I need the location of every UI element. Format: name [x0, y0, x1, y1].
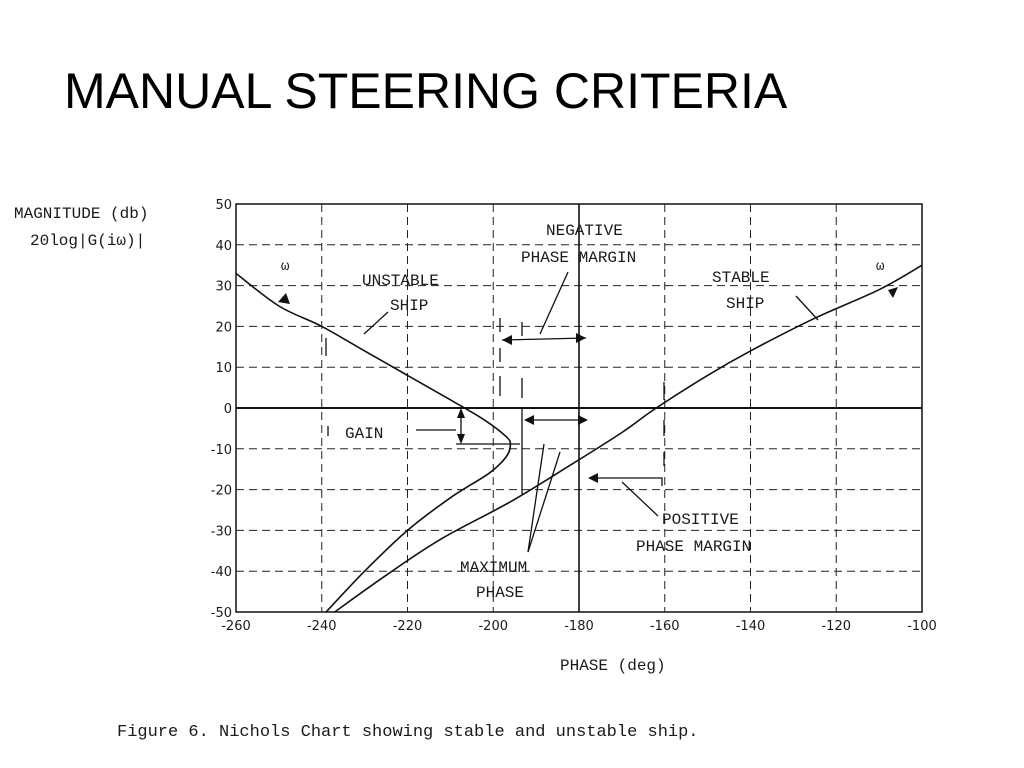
x-tick-label: -240 — [306, 619, 337, 634]
x-tick-label: -100 — [907, 619, 937, 634]
y-tick-label: 30 — [215, 279, 232, 295]
unstable-label-line1: UNSTABLE — [362, 272, 439, 290]
y-tick-label: -50 — [210, 606, 232, 621]
y-axis-label-line1: MAGNITUDE (db) — [14, 205, 149, 223]
y-tick-label: -20 — [210, 483, 232, 499]
unstable-leader-line — [364, 312, 388, 334]
maximum-phase-arrowhead-left — [524, 415, 534, 425]
slide-title: MANUAL STEERING CRITERIA — [64, 63, 788, 119]
maximum-phase-arrowhead-right — [578, 415, 588, 425]
y-tick-label: 0 — [223, 402, 232, 417]
gain-arrowhead-top — [457, 408, 465, 418]
omega-left-label: ω — [281, 259, 290, 275]
y-tick-label: 20 — [215, 320, 232, 336]
x-axis-label: PHASE (deg) — [560, 657, 666, 675]
y-tick-label: 50 — [215, 198, 232, 213]
y-axis-label-line2: 20log|G(iω)| — [30, 232, 146, 250]
x-tick-label: -180 — [564, 619, 594, 634]
stable-label-line1: STABLE — [712, 269, 770, 287]
maximum-phase-label-line2: PHASE — [476, 584, 525, 602]
negative-margin-leader-line — [540, 272, 568, 334]
gain-arrowhead-bottom — [457, 434, 465, 444]
x-tick-label: -160 — [649, 619, 680, 634]
stable-label-line2: SHIP — [726, 295, 765, 313]
negative-margin-label-line2: PHASE MARGIN — [521, 249, 637, 267]
negative-margin-arrow — [502, 338, 586, 340]
x-tick-label: -120 — [821, 619, 852, 634]
annotation-markings — [278, 272, 898, 552]
maximum-phase-leader-2 — [528, 452, 560, 552]
y-tick-label: -10 — [210, 442, 232, 458]
omega-right-label: ω — [876, 259, 885, 275]
negative-margin-label-line1: NEGATIVE — [546, 222, 623, 240]
positive-margin-arrowhead — [588, 473, 598, 483]
maximum-phase-leader-1 — [528, 444, 544, 552]
omega-arrowhead-left — [278, 293, 290, 304]
y-tick-label: 40 — [215, 238, 232, 254]
negative-margin-arrowhead-left — [502, 335, 512, 345]
x-tick-label: -220 — [392, 619, 423, 634]
unstable-label-line2: SHIP — [390, 297, 429, 315]
y-tick-label: 10 — [215, 361, 232, 377]
positive-margin-arrow — [590, 478, 662, 486]
maximum-phase-label-line1: MAXIMUM — [460, 559, 528, 577]
positive-margin-label-line2: PHASE MARGIN — [636, 538, 752, 556]
positive-margin-label-line1: POSITIVE — [662, 511, 739, 529]
x-tick-label: -260 — [221, 619, 251, 634]
stable-ship-curve — [335, 265, 922, 612]
stable-leader-line — [796, 296, 818, 320]
x-tick-label: -140 — [735, 619, 766, 634]
omega-arrowhead-right — [888, 287, 898, 298]
figure-caption: Figure 6. Nichols Chart showing stable and unstable ship. — [117, 723, 699, 742]
negative-margin-arrowhead-right — [576, 333, 586, 343]
y-tick-label: -30 — [210, 524, 232, 540]
y-tick-label: -40 — [210, 565, 232, 581]
gain-label: GAIN — [345, 425, 384, 443]
positive-margin-leader-line — [622, 482, 658, 516]
x-tick-label: -200 — [478, 619, 509, 634]
